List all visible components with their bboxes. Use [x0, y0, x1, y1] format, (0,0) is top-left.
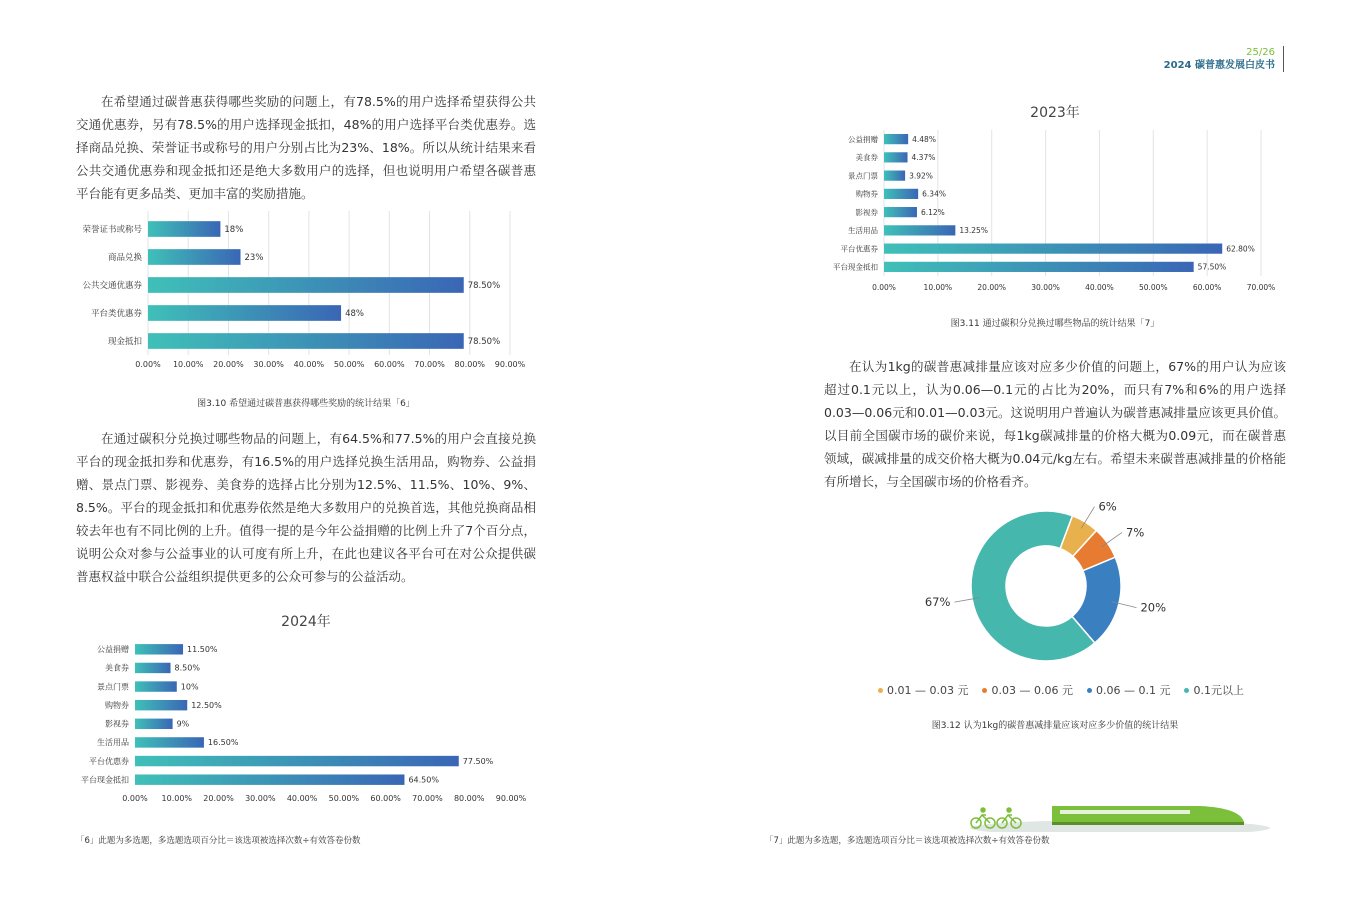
- bar: [135, 663, 171, 673]
- page-header: [1164, 46, 1284, 72]
- category-label: 购物券: [105, 700, 129, 710]
- paragraph-exchange: 在通过碳积分兑换过哪些物品的问题上，有64.5%和77.5%的用户会直接兑换平台的现金抵扣券和优惠券，有16.5%的用户选择兑换生活用品，购物券、公益捐赠、景点门票、影视券、美食券的选择占比分别为12.5%、11.5%、10%、9%、8.5%。平台的现金抵扣和优惠券依然是绝大多数用户的兑换首选，其他兑换商品相较去年也有不同比例的上升。值得一提的是今年公益捐赠的比例上升了7个百分点，说明公众对参与公益事业的认可度有所上升，在此也建议各平台可在对公众提供碳普惠权益中联合公益组织提供更多的公众可参与的公益活动。: [76, 431, 536, 584]
- donut-legend: [878, 682, 1244, 698]
- figure-caption-3-12: 图3.12 认为1kg的碳普惠减排量应该对应多少价值的统计结果: [931, 721, 1179, 731]
- x-tick-label: 20.00%: [213, 360, 244, 369]
- x-tick-label: 40.00%: [293, 360, 325, 369]
- legend-swatch: [878, 688, 883, 693]
- data-label: 78.50%: [467, 336, 501, 347]
- category-label: 平台现金抵扣: [81, 775, 129, 785]
- x-tick-label: 90.00%: [494, 360, 526, 369]
- x-tick-label: 20.00%: [977, 283, 1007, 292]
- category-label: 荣誉证书或称号: [82, 224, 142, 235]
- bar: [135, 774, 404, 784]
- data-label: 3.92%: [909, 171, 933, 181]
- bar: [135, 700, 187, 710]
- legend-label: 0.06 — 0.1 元: [1095, 684, 1171, 697]
- data-label: 10%: [180, 682, 199, 692]
- x-tick-label: 10.00%: [172, 360, 204, 369]
- bar: [148, 333, 464, 349]
- exchange-2023-bar-chart: [800, 130, 1280, 296]
- category-label: 现金抵扣: [107, 336, 142, 347]
- legend-label: 0.1元以上: [1193, 684, 1244, 697]
- data-label: 8.50%: [174, 663, 200, 673]
- x-tick-label: 30.00%: [245, 794, 276, 803]
- legend-swatch: [1087, 688, 1092, 693]
- category-label: 美食券: [855, 153, 878, 162]
- category-label: 商品兑换: [107, 252, 142, 263]
- x-tick-label: 60.00%: [374, 360, 405, 369]
- chart-2023-title: 2023年: [1030, 105, 1080, 121]
- category-label: 影视券: [855, 207, 878, 217]
- data-label: 48%: [345, 308, 364, 319]
- data-label: 23%: [244, 252, 264, 263]
- category-label: 影视券: [105, 719, 129, 729]
- bar: [884, 189, 918, 199]
- chart-2024-title: 2024年: [281, 614, 331, 630]
- exchange-2024-bar-chart: [60, 640, 540, 810]
- x-tick-label: 70.00%: [1246, 283, 1276, 292]
- footnote-7: 「7」此题为多选题，多选题选项百分比＝该选项被选择次数÷有效答卷份数: [765, 836, 1050, 846]
- bar: [148, 249, 241, 265]
- category-label: 公益捐赠: [97, 645, 129, 655]
- bar: [884, 262, 1194, 272]
- book-title: 2024 碳普惠发展白皮书: [1163, 60, 1275, 71]
- slice-label: 20%: [1140, 600, 1167, 615]
- category-label: 平台现金抵扣: [833, 262, 878, 272]
- slice-label: 6%: [1098, 499, 1117, 514]
- legend-label: 0.03 — 0.06 元: [991, 684, 1073, 697]
- legend-item: [982, 682, 1072, 698]
- footnote-6: 「6」此题为多选题，多选题选项百分比＝该选项被选择次数÷有效答卷份数: [76, 836, 361, 846]
- x-tick-label: 50.00%: [333, 360, 365, 369]
- bar: [884, 134, 908, 144]
- data-label: 4.48%: [912, 134, 936, 144]
- bar: [148, 221, 220, 237]
- train-icon: [1052, 806, 1244, 825]
- bar: [884, 244, 1222, 254]
- x-tick-label: 40.00%: [1085, 283, 1114, 292]
- x-tick-label: 60.00%: [1192, 283, 1222, 292]
- data-label: 78.50%: [467, 280, 501, 291]
- category-label: 生活用品: [97, 738, 129, 748]
- category-label: 生活用品: [848, 226, 878, 235]
- bar: [884, 225, 955, 235]
- x-tick-label: 0.00%: [122, 794, 148, 803]
- data-label: 64.50%: [408, 775, 439, 785]
- data-label: 6.12%: [920, 207, 945, 217]
- paragraph-value: 在认为1kg的碳普惠减排量应该对应多少价值的问题上，67%的用户认为应该超过0.1元以上，认为0.06—0.1元的占比为20%，而只有7%和6%的用户选择0.03—0.06元和0.01—0.03元。这说明用户普遍认为碳普惠减排量应该更具价值。以目前全国碳市场的碳价来说，每1kg碳减排量的价格大概为0.09元，而在碳普惠领域，碳减排量的成交价格大概为0.04元/kg左右。希望未来碳普惠减排量的价格能有所增长，与全国碳市场的价格看齐。: [824, 359, 1286, 489]
- data-label: 77.50%: [462, 756, 494, 766]
- x-tick-label: 10.00%: [161, 794, 193, 803]
- x-tick-label: 60.00%: [370, 794, 401, 803]
- legend-label: 0.01 — 0.03 元: [887, 684, 969, 697]
- data-label: 18%: [224, 224, 244, 235]
- rewards-bar-chart: [60, 210, 540, 380]
- legend-item: [1087, 682, 1170, 698]
- value-donut-chart: [900, 490, 1200, 670]
- x-tick-label: 0.00%: [135, 360, 161, 369]
- data-label: 57.50%: [1197, 262, 1227, 272]
- x-tick-label: 30.00%: [253, 360, 284, 369]
- category-label: 公共交通优惠券: [82, 280, 142, 291]
- bar: [884, 171, 905, 181]
- data-label: 12.50%: [191, 700, 222, 710]
- slice-label: 67%: [924, 595, 951, 610]
- legend-swatch: [982, 688, 987, 693]
- data-label: 16.50%: [207, 738, 239, 748]
- data-label: 13.25%: [959, 226, 988, 235]
- legend-swatch: [1184, 688, 1189, 693]
- x-tick-label: 80.00%: [453, 794, 485, 803]
- legend-item: [1184, 682, 1244, 698]
- x-tick-label: 0.00%: [872, 283, 896, 292]
- x-tick-label: 10.00%: [923, 283, 953, 292]
- bar: [135, 644, 183, 654]
- data-label: 6.34%: [922, 189, 946, 199]
- x-tick-label: 70.00%: [412, 794, 443, 803]
- figure-caption-3-10: 图3.10 希望通过碳普惠获得哪些奖励的统计结果「6」: [197, 399, 415, 409]
- category-label: 平台优惠券: [89, 756, 129, 766]
- x-tick-label: 20.00%: [203, 794, 234, 803]
- x-tick-label: 30.00%: [1031, 283, 1060, 292]
- train-bike-illustration: [960, 796, 1270, 832]
- page-numbers: 25/26: [1246, 47, 1275, 58]
- bar: [884, 152, 908, 162]
- x-tick-label: 40.00%: [286, 794, 318, 803]
- bar: [135, 681, 177, 691]
- bar: [135, 719, 173, 729]
- x-tick-label: 80.00%: [454, 360, 486, 369]
- category-label: 平台类优惠券: [90, 308, 142, 319]
- bar: [135, 756, 459, 766]
- paragraph-rewards: 在希望通过碳普惠获得哪些奖励的问题上，有78.5%的用户选择希望获得公共交通优惠券，另有78.5%的用户选择现金抵扣，48%的用户选择平台类优惠券。选择商品兑换、荣誉证书或称号的用户分别占比为23%、18%。所以从统计结果来看公共交通优惠券和现金抵扣还是绝大多数用户的选择，但也说明用户希望各碳普惠平台能有更多品类、更加丰富的奖励措施。: [76, 94, 536, 201]
- bar: [135, 737, 204, 747]
- x-tick-label: 90.00%: [495, 794, 527, 803]
- x-tick-label: 70.00%: [414, 360, 445, 369]
- data-label: 62.80%: [1226, 244, 1255, 254]
- x-tick-label: 50.00%: [328, 794, 360, 803]
- x-tick-label: 50.00%: [1138, 283, 1168, 292]
- bar: [148, 277, 464, 293]
- category-label: 景点门票: [97, 682, 129, 692]
- data-label: 4.37%: [911, 153, 936, 162]
- bar: [884, 207, 917, 217]
- data-label: 11.50%: [187, 645, 218, 655]
- category-label: 平台优惠券: [840, 244, 878, 254]
- category-label: 美食券: [105, 663, 129, 673]
- legend-item: [878, 682, 968, 698]
- category-label: 购物券: [855, 189, 878, 199]
- figure-caption-3-11: 图3.11 通过碳积分兑换过哪些物品的统计结果「7」: [950, 319, 1160, 329]
- slice-label: 7%: [1126, 525, 1145, 540]
- bar: [148, 305, 341, 321]
- data-label: 9%: [176, 719, 190, 729]
- category-label: 景点门票: [848, 171, 878, 181]
- category-label: 公益捐赠: [848, 134, 878, 144]
